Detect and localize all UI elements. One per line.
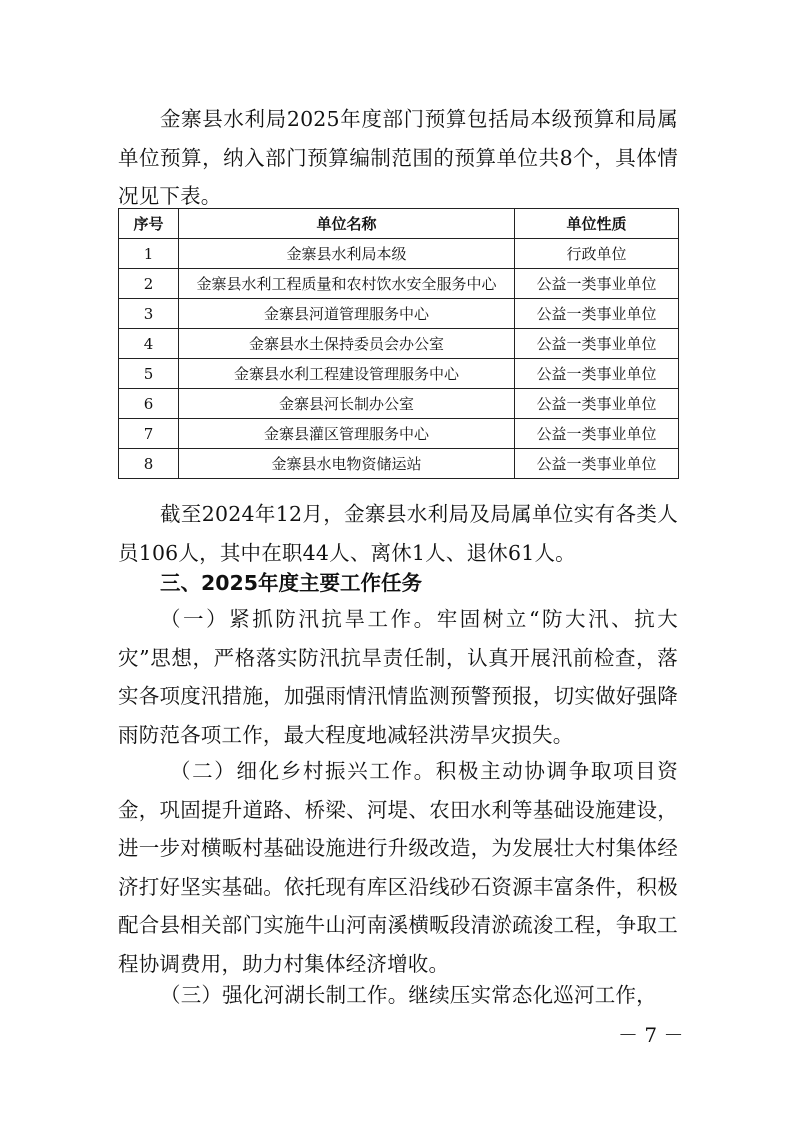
cell-unit-type: 公益一类事业单位 <box>515 299 679 329</box>
task-paragraph-flood-control: （一）紧抓防汛抗旱工作。牢固树立“防大汛、抗大灾”思想，严格落实防汛抗旱责任制，认真开展汛前检查，落实各项度汛措施，加强雨情汛情监测预警预报，切实做好强降雨防范各项工作，最大程度地减轻洪涝旱灾损失。 <box>118 607 678 747</box>
header-unit-name: 单位名称 <box>179 209 515 239</box>
cell-serial-number: 4 <box>119 329 179 359</box>
cell-unit-type: 公益一类事业单位 <box>515 389 679 419</box>
cell-unit-name: 金寨县水土保持委员会办公室 <box>179 329 515 359</box>
cell-unit-type: 公益一类事业单位 <box>515 449 679 479</box>
table-row <box>119 389 679 419</box>
page-number: － 7 － <box>618 1023 684 1047</box>
cell-unit-type: 公益一类事业单位 <box>515 419 679 449</box>
table-row <box>119 419 679 449</box>
cell-serial-number: 8 <box>119 449 179 479</box>
table-row <box>119 359 679 389</box>
cell-unit-name: 金寨县河长制办公室 <box>179 389 515 419</box>
intro-paragraph: 金寨县水利局2025年度部门预算包括局本级预算和局属单位预算，纳入部门预算编制范围的预算单位共8个，具体情况见下表。 <box>118 107 678 208</box>
budget-units-table <box>118 208 679 479</box>
cell-unit-name: 金寨县河道管理服务中心 <box>179 299 515 329</box>
table-row <box>119 269 679 299</box>
header-unit-type: 单位性质 <box>515 209 679 239</box>
table-header-row <box>119 209 679 239</box>
task-paragraph-river-chief: （三）强化河湖长制工作。继续压实常态化巡河工作， <box>160 983 657 1007</box>
section-heading: 三、2025年度主要工作任务 <box>160 571 423 595</box>
task-paragraph-rural-revitalization: （二）细化乡村振兴工作。积极主动协调争取项目资金，巩固提升道路、桥梁、河堤、农田水利等基础设施建设，进一步对横畈村基础设施进行升级改造，为发展壮大村集体经济打好坚实基础。依托现有库区沿线砂石资源丰富条件，积极配合县相关部门实施牛山河南溪横畈段清淤疏浚工程，争取工程协调费用，助力村集体经济增收。 <box>118 759 678 976</box>
cell-unit-name: 金寨县水利工程质量和农村饮水安全服务中心 <box>179 269 515 299</box>
cell-serial-number: 6 <box>119 389 179 419</box>
cell-serial-number: 5 <box>119 359 179 389</box>
cell-unit-name: 金寨县灌区管理服务中心 <box>179 419 515 449</box>
table-row <box>119 329 679 359</box>
cell-unit-type: 公益一类事业单位 <box>515 329 679 359</box>
cell-unit-type: 行政单位 <box>515 239 679 269</box>
cell-serial-number: 1 <box>119 239 179 269</box>
cell-unit-name: 金寨县水电物资储运站 <box>179 449 515 479</box>
cell-serial-number: 7 <box>119 419 179 449</box>
cell-serial-number: 2 <box>119 269 179 299</box>
cell-unit-name: 金寨县水利工程建设管理服务中心 <box>179 359 515 389</box>
table-row <box>119 449 679 479</box>
table-row <box>119 239 679 269</box>
table-row <box>119 299 679 329</box>
cell-serial-number: 3 <box>119 299 179 329</box>
cell-unit-type: 公益一类事业单位 <box>515 359 679 389</box>
staff-paragraph: 截至2024年12月，金寨县水利局及局属单位实有各类人员106人，其中在职44人、离休1人、退休61人。 <box>118 502 678 565</box>
header-serial-number: 序号 <box>119 209 179 239</box>
cell-unit-name: 金寨县水利局本级 <box>179 239 515 269</box>
cell-unit-type: 公益一类事业单位 <box>515 269 679 299</box>
